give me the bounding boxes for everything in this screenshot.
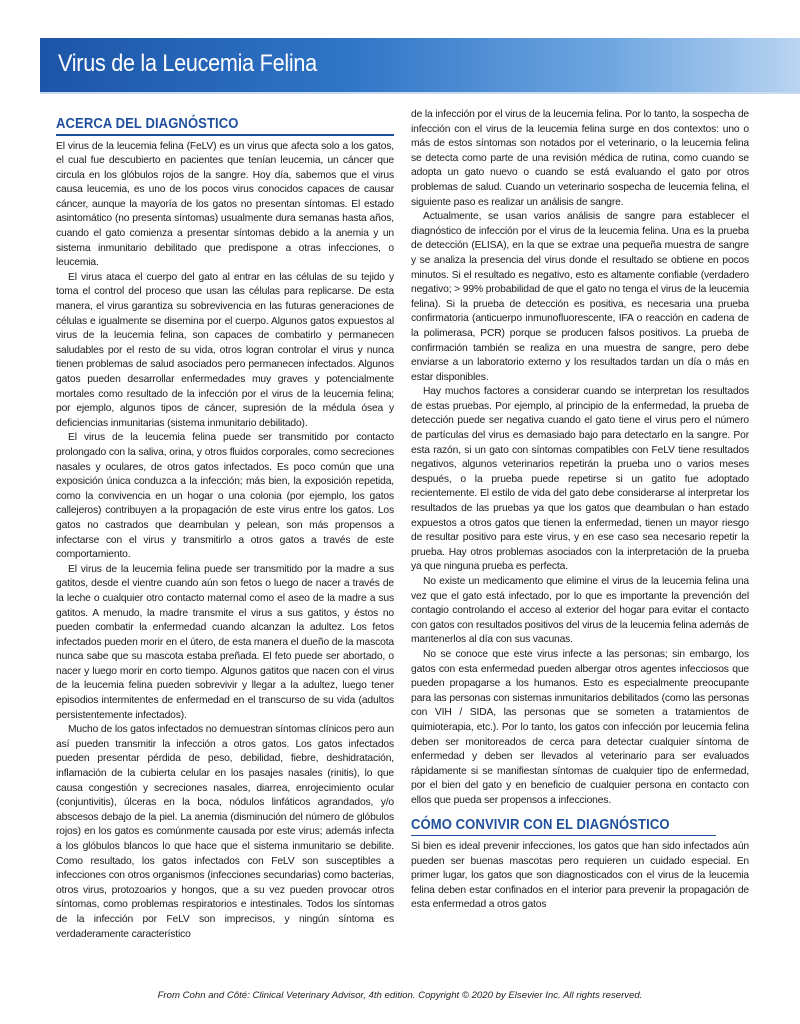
paragraph: Si bien es ideal prevenir infecciones, los gatos que han sido infectados aún pueden ser buenas mascotas pero requieren un cuidado especial. En primer lugar, los gatos que son diagnosticados con el virus de la leucemia felina deben estar confinados en el interior para prevenir la propagación de esta enfermedad a otros gatos: [411, 841, 749, 911]
heading-rule: [411, 835, 716, 837]
paragraph: Actualmente, se usan varios análisis de sangre para establecer el diagnóstico de infección por el virus de la leucemia felina. Una es la prueba de detección (ELISA), en la que se extrae una pequeña muestra de sangre y se analiza la presencia del virus donde el resultado se obtiene en pocos minutos. Si el resultado es negativo, esto es altamente confiable (verdadero negativo; > 99% probabilidad de que el gato no tenga el virus de la leucemia felina). Si la prueba de detección es positiva, es necesaria una prueba confirmatoria (anticuerpo inmunofluorescente, IFA o reacción en cadena de la polimerasa, PCR) porque se producen falsos positivos. La prueba de confirmación también se realiza en una muestra de sangre, pero debe enviarse a un laboratorio externo y los resultados tardan un día o más en estar disponibles.: [411, 211, 749, 383]
paragraph: No se conoce que este virus infecte a las personas; sin embargo, los gatos con esta enfermedad pueden albergar otros agentes infecciosos que pueden propagarse a los humanos. Esto es especialmente preocupante para las personas con sistemas inmunitarios debilitados (como las personas con VIH / SIDA, las personas que se someten a tratamientos de quimioterapia, etc.). Por lo tanto, los gatos con infección por leucemia felina deben ser monitoreados de cerca para detectar cualquier síntoma de enfermedad y deben ser llevados al veterinario para ser evaluados rápidamente si se manifiestan síntomas de cualquier tipo de enfermedad, por el bien del gato y en beneficio de cualquier persona en contacto con ellos que pueda ser propensos a infecciones.: [411, 648, 749, 806]
title-banner: [40, 38, 800, 94]
paragraph: El virus de la leucemia felina puede ser transmitido por la madre a sus gatitos, desde el vientre cuando aún son fetos o luego de nacer a través de la leche o cualquier otro contacto maternal como el aseo de la madre a sus gatitos. A menudo, la madre transmite el virus a sus gatitos, y éstos no pueden combatir la enfermedad cuando alcanzan la adultez. Los fetos infectados pueden morir en el útero, de esta manera el dueño de la mascota nunca sabe que su mascota estaba preñada. El feto puede ser abortado, o nacer y luego morir en corto tiempo. Algunos gatitos que nacen con el virus de la leucemia felina pueden sobrevivir y llegar a la adultez, luego tener episodios intermitentes de enfermedad en el transcurso de su vida (adultos persistentemente infectados).: [56, 563, 394, 721]
right-column: [411, 108, 749, 913]
footer-citation: From Cohn and Côté: Clinical Veterinary Advisor, 4th edition. Copyright © 2020 by Elsevier Inc. All rights reserved.: [157, 990, 643, 1001]
paragraph: Mucho de los gatos infectados no demuestran síntomas clínicos pero aun así pueden transmitir la infección a otros gatos. Los gatos infectados pueden presentar pérdida de peso, debilidad, fiebre, deshidratación, inflamación de la cubierta celular en los pasajes nasales (rinitis), lo que causa congestión y secreciones nasales, diarrea, enrojecimiento ocular (conjuntivitis), úlceras en la boca, nódulos linfáticos agrandados, y/o abscesos debajo de la piel. La anemia (disminución del número de glóbulos rojos) en los gatos es comúnmente causada por este virus; además infecta a los glóbulos blancos lo que hace que el sistema inmunitario se debilite. Como resultado, los gatos infectados con FeLV son susceptibles a infecciones con otros organismos (infecciones secundarias) como bacterias, otros virus, protozoarios y hongos, que a su vez pueden provocar otros síntomas, como problemas respiratorios e intestinales. Todos los síntomas de la infección por FeLV son imprecisos, y ningún síntoma es verdaderamente característico: [56, 724, 394, 940]
page-title: Virus de la Leucemia Felina: [58, 50, 317, 77]
section-heading-living: CÓMO CONVIVIR CON EL DIAGNÓSTICO: [411, 816, 670, 833]
paragraph: No existe un medicamento que elimine el virus de la leucemia felina una vez que el gato está infectado, por lo que es importante la prevención del contagio controlando el acceso al exterior del hogar para evitar el contacto con gatos con resultados positivos del virus de la leucemia felina además de mantenerlos al día con sus vacunas.: [411, 576, 749, 646]
paragraph: El virus de la leucemia felina puede ser transmitido por contacto prolongado con la saliva, orina, y otros fluidos corporales, como secreciones nasales y oculares, de otros gatos infectados. Es poco común que una exposición única conduzca a la infección; más bien, la exposición repetida, como la convivencia en un hogar o una colonia (por ejemplo, los gatos callejeros) contribuyen a la propagación de este virus entre los gatos. Los gatos no castrados que deambulan y pelean, son más propensos a infectarse con el virus y transmitirlo a otros gatos a través de este comportamiento.: [56, 432, 394, 561]
left-column: [56, 110, 394, 942]
heading-rule: [56, 134, 394, 136]
paragraph: Hay muchos factores a considerar cuando se interpretan los resultados de estas pruebas. Por ejemplo, al principio de la enfermedad, la prueba de detección puede ser negativa cuando el gato tiene el virus pero el número de partículas del virus es demasiado bajo para detectarlo en la sangre. Por esta razón, si un gato con síntomas compatibles con FeLV tiene resultados negativos, algunos veterinarios repetirán la prueba uno o varios meses después, o la prueba puede repetirse si un gatito fue adoptado recientemente. El estilo de vida del gato debe considerarse al interpretar los resultados de las pruebas ya que los gatos que deambulan o han estado expuestos a otros gatos que tienen la enfermedad, tienen un mayor riesgo de resultar positivo para este virus, y en ese caso sea necesario repetir la prueba. Hay otros problemas asociados con la interpretación de la prueba ya que ninguna prueba es perfecta.: [411, 386, 749, 573]
section-heading-about: ACERCA DEL DIAGNÓSTICO: [56, 116, 239, 132]
paragraph: de la infección por el virus de la leucemia felina. Por lo tanto, la sospecha de infección con el virus de la leucemia felina surge en dos contextos: uno o más de estos síntomas son notados por el veterinario, o la leucemia felina se detecta como parte de una revisión médica de rutina, como cuando se adopta un gato nuevo o cuando se está evaluando el gato por otros problemas de salud. Cuando un veterinario sospecha de leucemia felina, el siguiente paso es realizar un análisis de sangre.: [411, 109, 749, 208]
paragraph: El virus de la leucemia felina (FeLV) es un virus que afecta solo a los gatos, el cual fue descubierto en pacientes que tenían leucemia, un cáncer que circula en los glóbulos rojos de la sangre. Hoy día, sabemos que el virus causa leucemia, es uno de los pocos virus conocidos capaces de causar cáncer, aunque la mayoría de los gatos no presentan síntomas. El estado asintomático (no presenta síntomas) usualmente dura semanas hasta años, cuando el gato comienza a presentar síntomas debido a la anemia y un sistema inmunitario debilitado que predispone a otras infecciones, o leucemia.: [56, 140, 394, 269]
paragraph: El virus ataca el cuerpo del gato al entrar en las células de su tejido y toma el control del proceso que usan las células para replicarse. De esta manera, el virus garantiza su sobrevivencia en las futuras generaciones de células e igualmente se disemina por el cuerpo. Algunos gatos expuestos al virus de la leucemia felina, son capaces de combatirlo y permanecen saludables por el resto de su vida, otros logran controlar el virus y nunca tienen problemas de salud asociados pero permanecen infectados. Algunos gatos pueden desarrollar enfermedades muy graves y potencialmente mortales como resultado de la infección por el virus de la leucemia felina; por ejemplo, algunos tipos de cáncer, supresión de la médula ósea y deficiencias inmunitarias (sistema inmunitario debilitado).: [56, 271, 394, 429]
